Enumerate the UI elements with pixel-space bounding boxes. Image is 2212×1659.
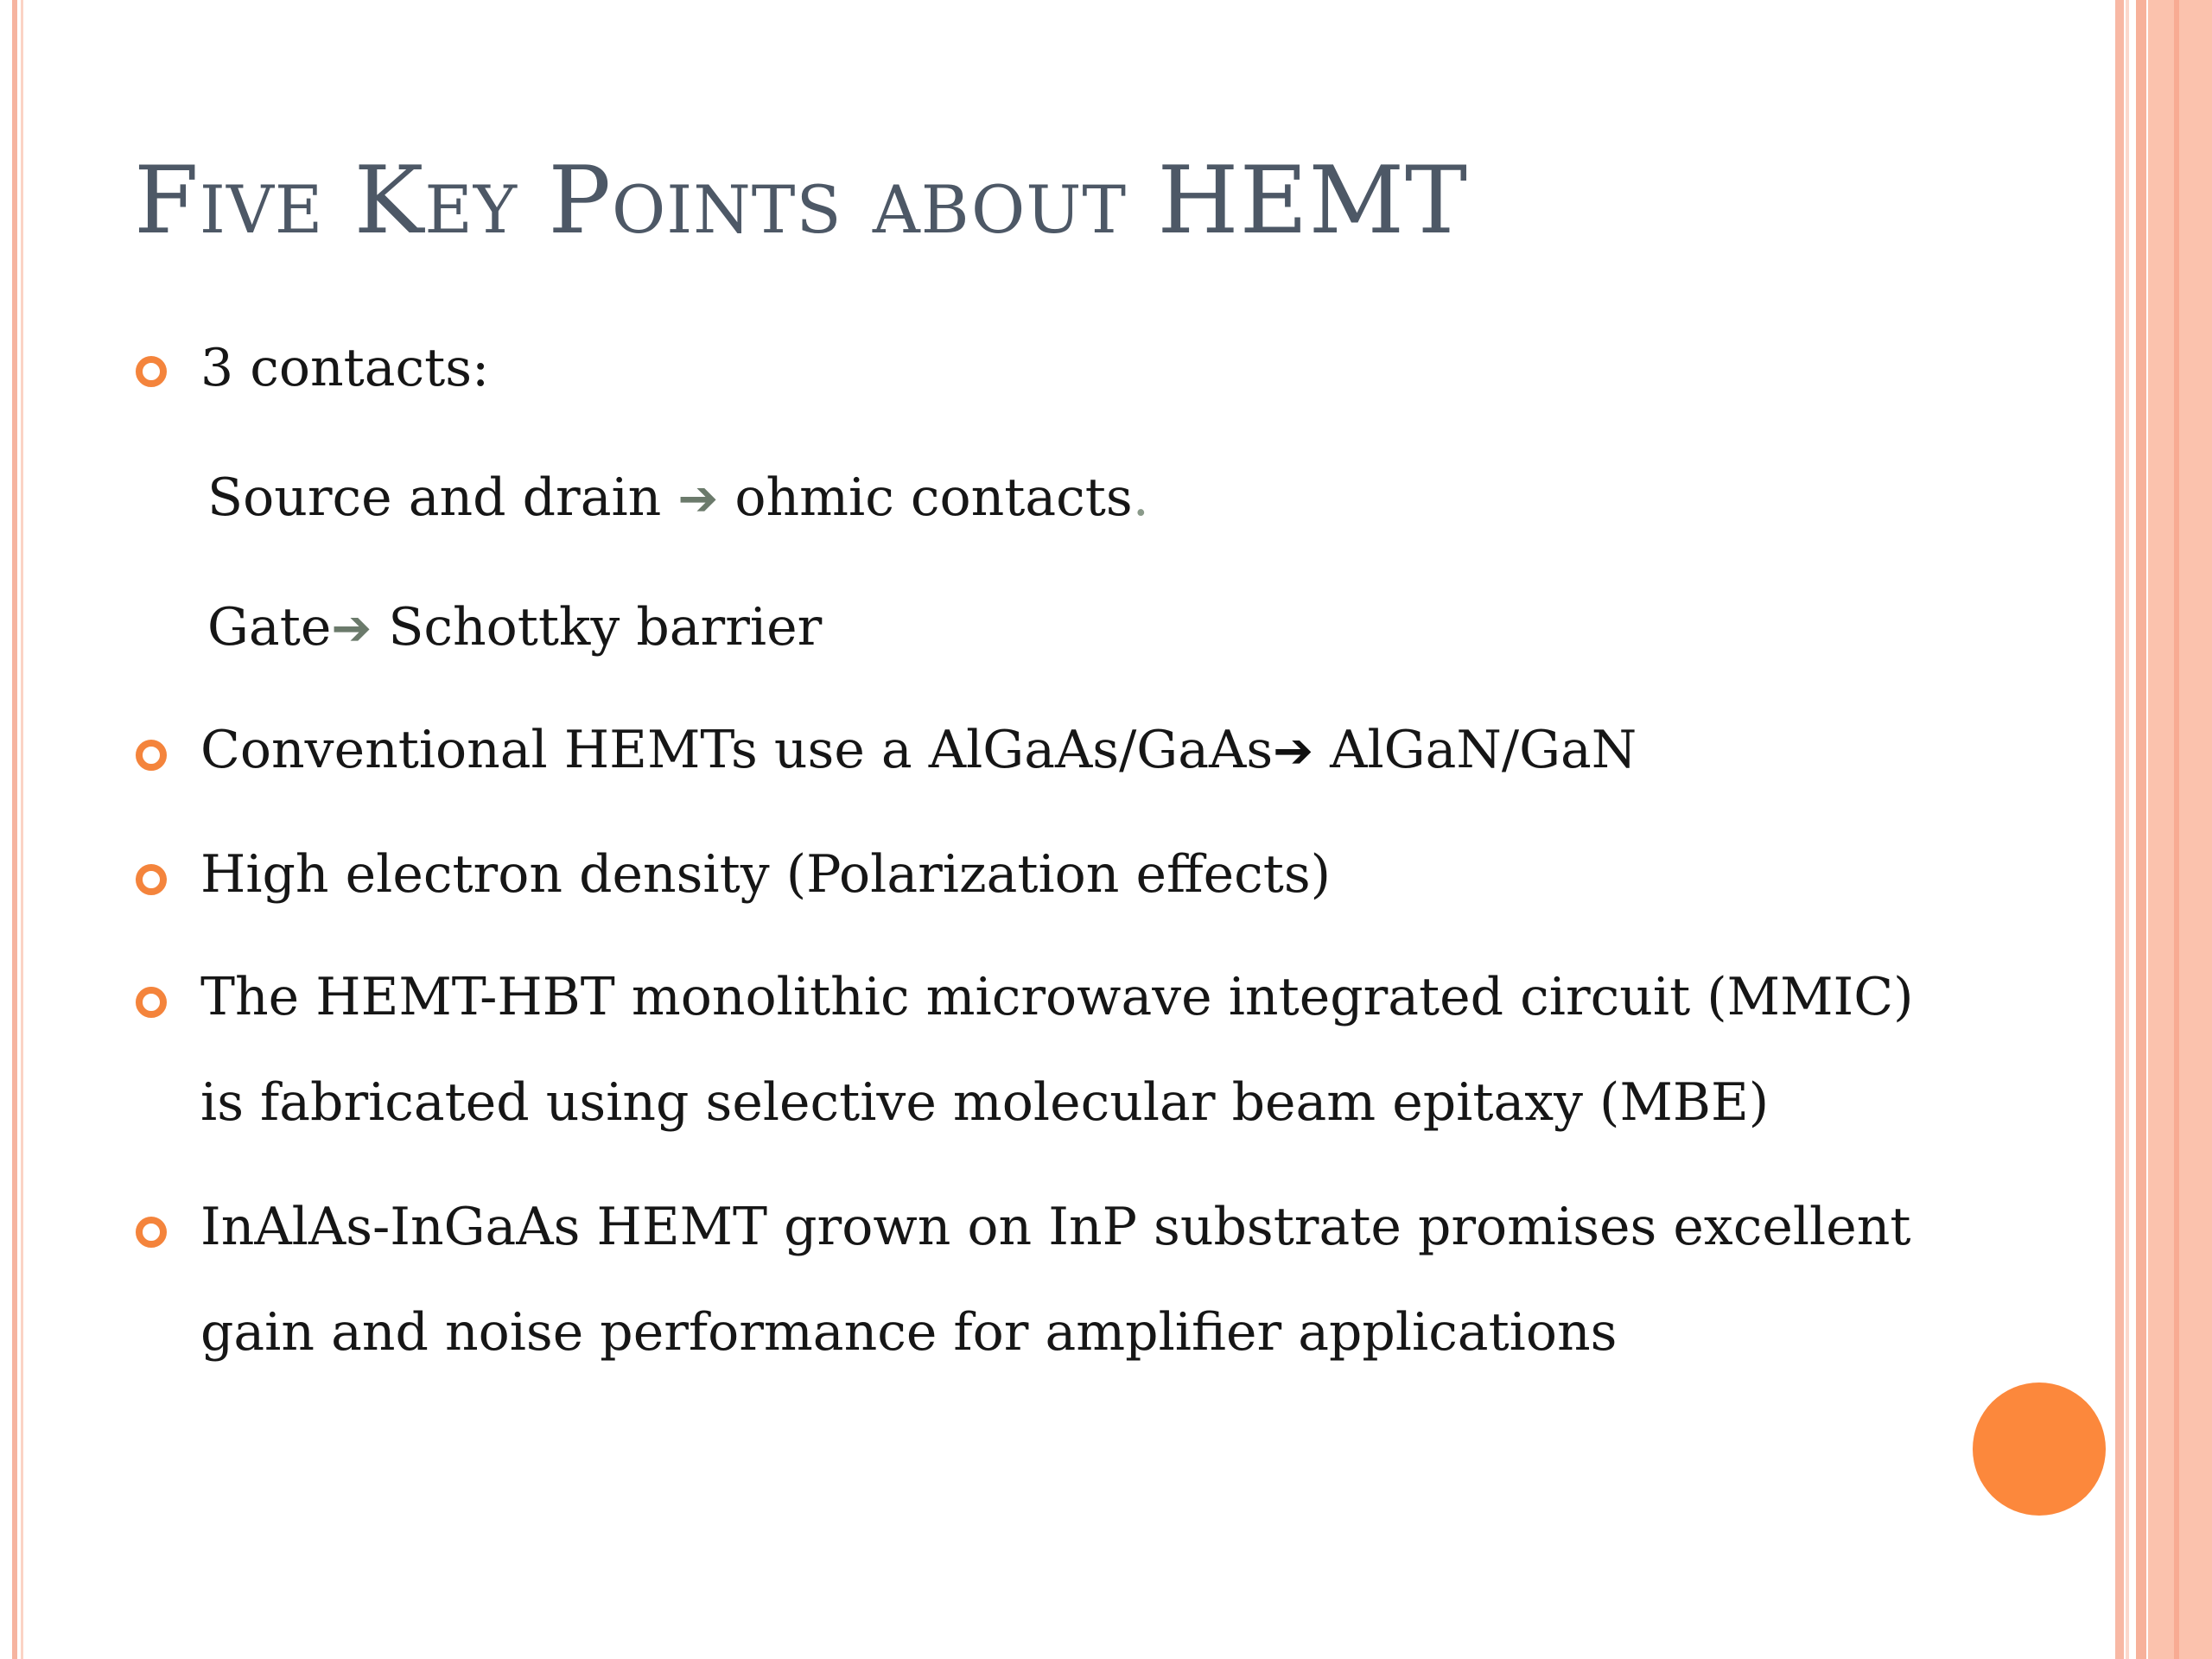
- bullet-text-part: Conventional HEMTs use a AlGaAs/GaAs: [200, 720, 1274, 780]
- right-arrow-icon: ➔: [677, 471, 719, 527]
- right-border-stripe: [2115, 0, 2124, 1659]
- slide-title: Five Key Points about HEMT: [134, 147, 1469, 255]
- sub-line-text: ohmic contacts: [718, 467, 1133, 528]
- ring-bullet-icon: [136, 987, 167, 1018]
- sub-line-text: Source and drain: [207, 467, 678, 528]
- sub-line-period: .: [1132, 467, 1149, 528]
- ring-bullet-icon: [136, 740, 167, 771]
- sub-line-text: Schottky barrier: [372, 597, 823, 658]
- ring-bullet-icon: [136, 864, 167, 895]
- bullet-text-line: InAlAs-InGaAs HEMT grown on InP substrate promises excellent: [200, 1197, 1911, 1257]
- right-border-stripe: [2136, 0, 2146, 1659]
- ring-bullet-icon: [136, 1217, 167, 1248]
- bullet-text-line: is fabricated using selective molecular beam epitaxy (MBE): [200, 1072, 1770, 1133]
- sub-line-text: Gate: [207, 597, 332, 658]
- left-border-stripe-thin: [21, 0, 23, 1659]
- bullet-text-line: gain and noise performance for amplifier applications: [200, 1302, 1618, 1363]
- sub-line: [207, 467, 1149, 528]
- bullet-text: [200, 720, 1637, 780]
- right-border-stripe: [2174, 0, 2179, 1659]
- left-border-stripe: [12, 0, 17, 1659]
- orange-circle-decoration: [1973, 1382, 2106, 1516]
- right-arrow-icon: ➔: [1273, 723, 1314, 779]
- bullet-text: High electron density (Polarization effects): [200, 844, 1332, 905]
- bullet-text-part: AlGaN/GaN: [1313, 720, 1637, 780]
- bullet-text: 3 contacts:: [200, 338, 490, 398]
- sub-line: [207, 597, 823, 658]
- right-border-stripe: [2126, 0, 2129, 1659]
- right-border-stripe: [2148, 0, 2212, 1659]
- ring-bullet-icon: [136, 356, 167, 387]
- bullet-text-line: The HEMT-HBT monolithic microwave integrated circuit (MMIC): [200, 967, 1914, 1027]
- right-arrow-icon: ➔: [331, 601, 372, 657]
